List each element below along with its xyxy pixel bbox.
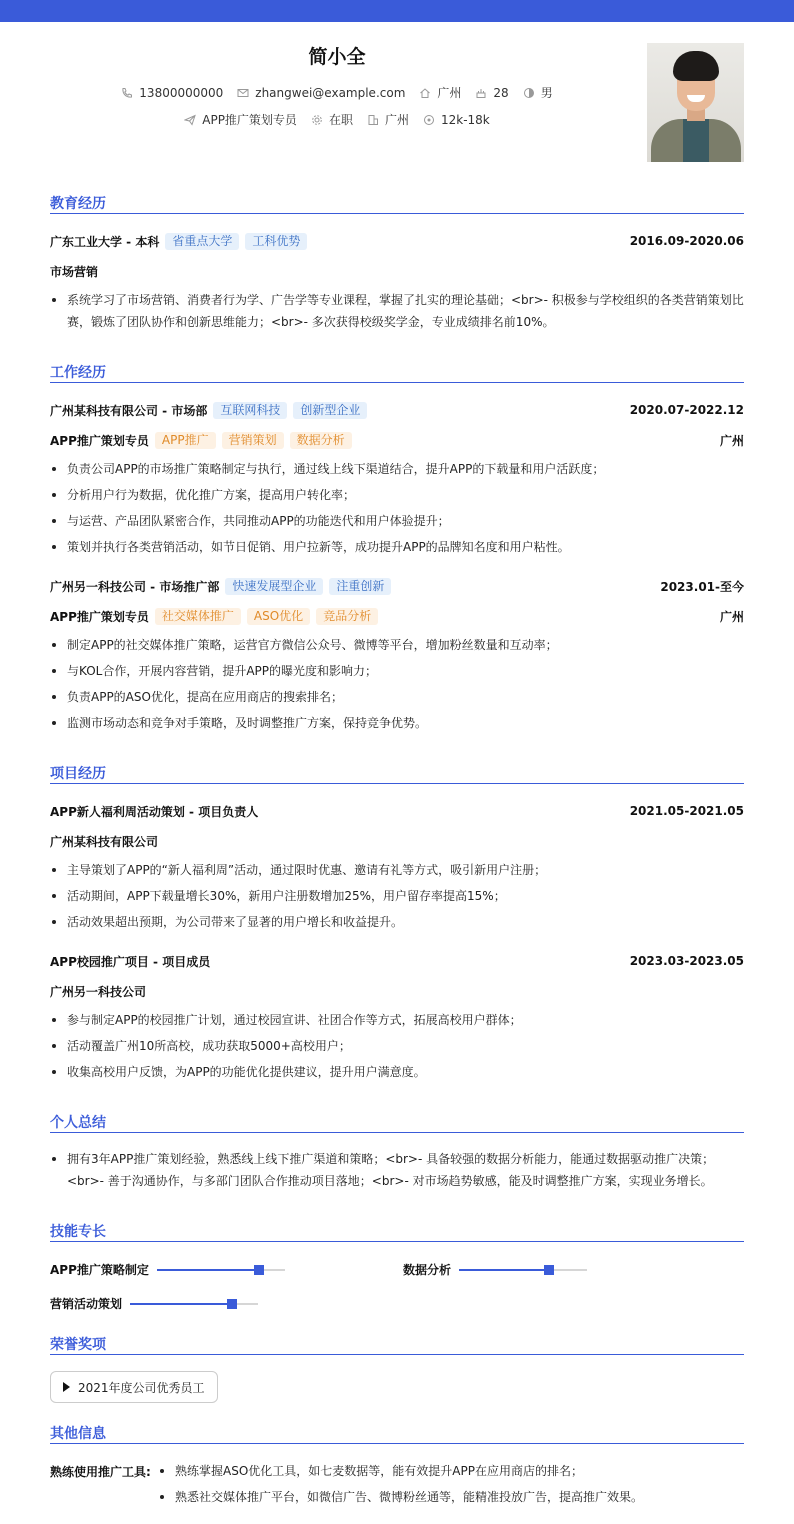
age-info	[475, 86, 508, 100]
list-item: 与KOL合作，开展内容营销，提升APP的曝光度和影响力；	[50, 658, 744, 684]
project-bullets	[50, 857, 744, 935]
gender-icon	[523, 87, 535, 99]
project-bullets	[50, 1007, 744, 1085]
profile-photo	[647, 43, 744, 162]
company-tag: 快速发展型企业	[225, 578, 323, 595]
section-divider	[50, 1132, 744, 1133]
status-text: 在职	[328, 113, 353, 127]
list-item: 系统学习了市场营销、消费者行为学、广告学等专业课程，掌握了扎实的理论基础；<br>- 积极参与学校组织的各类营销策划比赛，锻炼了团队协作和创新思维能力；<br>- 多次获得校级奖学金，专业成绩排名前10%。	[50, 289, 744, 333]
list-item: 与运营、产品团队紧密合作，共同推动APP的功能迭代和用户体验提升；	[50, 508, 744, 534]
list-item: 分析用户行为数据，优化推广方案，提高用户转化率；	[50, 482, 744, 508]
job-role-row	[50, 607, 744, 625]
education-header-row	[50, 232, 744, 250]
skill-item	[403, 1261, 587, 1278]
candidate-name: 简小全	[308, 46, 366, 68]
company-tag: 注重创新	[329, 578, 391, 595]
job-location: 广州	[719, 433, 744, 448]
cake-icon	[475, 87, 487, 99]
resume-header	[0, 22, 794, 192]
list-item: 收集高校用户反馈，为APP的功能优化提供建议，提升用户满意度。	[50, 1059, 744, 1085]
position-info	[184, 111, 297, 128]
gender-info	[523, 84, 553, 101]
target-city-text: 广州	[384, 113, 409, 127]
job-bullets	[50, 456, 744, 560]
coin-icon	[423, 114, 435, 126]
list-item: 制定APP的社交媒体推广策略，运营官方微信公众号、微博等平台，增加粉丝数量和互动率；	[50, 632, 744, 658]
education-date: 2016.09-2020.06	[629, 234, 744, 248]
salary-info	[423, 113, 490, 127]
send-icon	[184, 114, 196, 126]
project-section-title: 项目经历	[50, 766, 106, 782]
job-intent-row	[0, 111, 674, 128]
school-tag: 省重点大学	[165, 233, 239, 250]
award-item[interactable]	[50, 1371, 218, 1403]
role-tag: 营销策划	[222, 432, 284, 449]
project-header-row	[50, 952, 744, 970]
skills-section-title: 技能专长	[50, 1224, 106, 1240]
summary-bullets	[50, 1148, 744, 1192]
skill-name: 数据分析	[403, 1263, 452, 1277]
gender-text: 男	[540, 86, 553, 100]
gear-icon	[311, 114, 323, 126]
list-item: 负责APP的ASO优化，提高在应用商店的搜索排名；	[50, 684, 744, 710]
project-name: APP新人福利周活动策划 - 项目负责人	[50, 804, 259, 819]
project-company: 广州某科技有限公司	[50, 835, 159, 849]
project-name: APP校园推广项目 - 项目成员	[50, 954, 211, 969]
project-company: 广州另一科技公司	[50, 985, 147, 999]
job-header-row	[50, 577, 744, 595]
project-header-row	[50, 802, 744, 820]
school-tag: 工科优势	[245, 233, 307, 250]
section-divider	[50, 1241, 744, 1242]
list-item: 熟悉社交媒体推广平台，如微信广告、微博粉丝通等，能精准投放广告，提高推广效果。	[158, 1484, 643, 1510]
job-role: APP推广策划专员	[50, 433, 149, 448]
work-section-title: 工作经历	[50, 365, 106, 381]
email-text: zhangwei@example.com	[255, 85, 406, 100]
section-divider	[50, 382, 744, 383]
skill-level-bar	[130, 1303, 258, 1305]
company-tag: 创新型企业	[293, 402, 367, 419]
list-item: 参与制定APP的校园推广计划，通过校园宣讲、社团合作等方式，拓展高校用户群体；	[50, 1007, 744, 1033]
section-divider	[50, 213, 744, 214]
summary-section-title: 个人总结	[50, 1115, 106, 1131]
project-date: 2023.03-2023.05	[629, 954, 744, 968]
role-tag: APP推广	[155, 432, 216, 449]
skill-name: APP推广策略制定	[50, 1263, 149, 1277]
city-info	[419, 84, 461, 101]
job-date: 2020.07-2022.12	[629, 403, 744, 417]
salary-text: 12k-18k	[440, 112, 490, 127]
section-divider	[50, 1443, 744, 1444]
school-name: 广东工业大学 - 本科	[50, 234, 160, 249]
honors-section-title: 荣誉奖项	[50, 1337, 106, 1353]
education-major: 市场营销	[50, 265, 99, 279]
education-bullets	[50, 289, 744, 333]
status-info	[311, 111, 353, 128]
age-text: 28	[493, 85, 509, 100]
job-date: 2023.01-至今	[660, 579, 744, 594]
mail-icon	[237, 87, 249, 99]
top-accent-bar	[0, 0, 794, 22]
section-divider	[50, 783, 744, 784]
award-text: 2021年度公司优秀员工	[78, 1380, 205, 1395]
role-tag: 数据分析	[290, 432, 352, 449]
role-tag: ASO优化	[247, 608, 310, 625]
skill-level-bar	[459, 1269, 587, 1271]
phone-icon	[121, 87, 133, 99]
list-item: 负责公司APP的市场推广策略制定与执行，通过线上线下渠道结合，提升APP的下载量和用户活跃度；	[50, 456, 744, 482]
job-header-row	[50, 401, 744, 419]
job-role-row	[50, 431, 744, 449]
role-tag: 竞品分析	[316, 608, 378, 625]
company-tag: 互联网科技	[213, 402, 287, 419]
other-section-title: 其他信息	[50, 1426, 106, 1442]
other-bullets	[158, 1458, 643, 1510]
skill-name: 营销活动策划	[50, 1297, 123, 1311]
skill-level-bar	[157, 1269, 285, 1271]
home-icon	[419, 87, 431, 99]
job-location: 广州	[719, 609, 744, 624]
list-item: 活动覆盖广州10所高校，成功获取5000+高校用户；	[50, 1033, 744, 1059]
contact-row	[0, 84, 674, 101]
position-text: APP推广策划专员	[202, 113, 297, 127]
list-item: 策划并执行各类营销活动，如节日促销、用户拉新等，成功提升APP的品牌知名度和用户粘性。	[50, 534, 744, 560]
skill-item	[50, 1261, 285, 1278]
other-label: 熟练使用推广工具:	[50, 1465, 151, 1479]
email-info	[237, 86, 405, 100]
skill-item	[50, 1295, 258, 1312]
role-tag: 社交媒体推广	[155, 608, 241, 625]
list-item: 熟练掌握ASO优化工具，如七麦数据等，能有效提升APP在应用商店的排名；	[158, 1458, 643, 1484]
job-bullets	[50, 632, 744, 736]
target-city-info	[367, 111, 409, 128]
education-section-title: 教育经历	[50, 196, 106, 212]
phone-info	[121, 86, 223, 100]
phone-text: 13800000000	[139, 85, 224, 100]
list-item: 主导策划了APP的“新人福利周”活动，通过限时优惠、邀请有礼等方式，吸引新用户注册；	[50, 857, 744, 883]
project-date: 2021.05-2021.05	[629, 804, 744, 818]
section-divider	[50, 1354, 744, 1355]
list-item: 拥有3年APP推广策划经验，熟悉线上线下推广渠道和策略；<br>- 具备较强的数据分析能力，能通过数据驱动推广决策；<br>- 善于沟通协作，与多部门团队合作推动项目落地；<br>- 对市场趋势敏感，能及时调整推广方案，实现业务增长。	[50, 1148, 744, 1192]
play-triangle-icon	[63, 1382, 70, 1392]
list-item: 活动效果超出预期，为公司带来了显著的用户增长和收益提升。	[50, 909, 744, 935]
city-text: 广州	[437, 86, 462, 100]
company-name: 广州另一科技公司 - 市场推广部	[50, 579, 220, 594]
building-icon	[367, 114, 379, 126]
list-item: 活动期间，APP下载量增长30%，新用户注册数增加25%，用户留存率提高15%；	[50, 883, 744, 909]
company-name: 广州某科技有限公司 - 市场部	[50, 403, 208, 418]
list-item: 监测市场动态和竞争对手策略，及时调整推广方案，保持竞争优势。	[50, 710, 744, 736]
job-role: APP推广策划专员	[50, 609, 149, 624]
